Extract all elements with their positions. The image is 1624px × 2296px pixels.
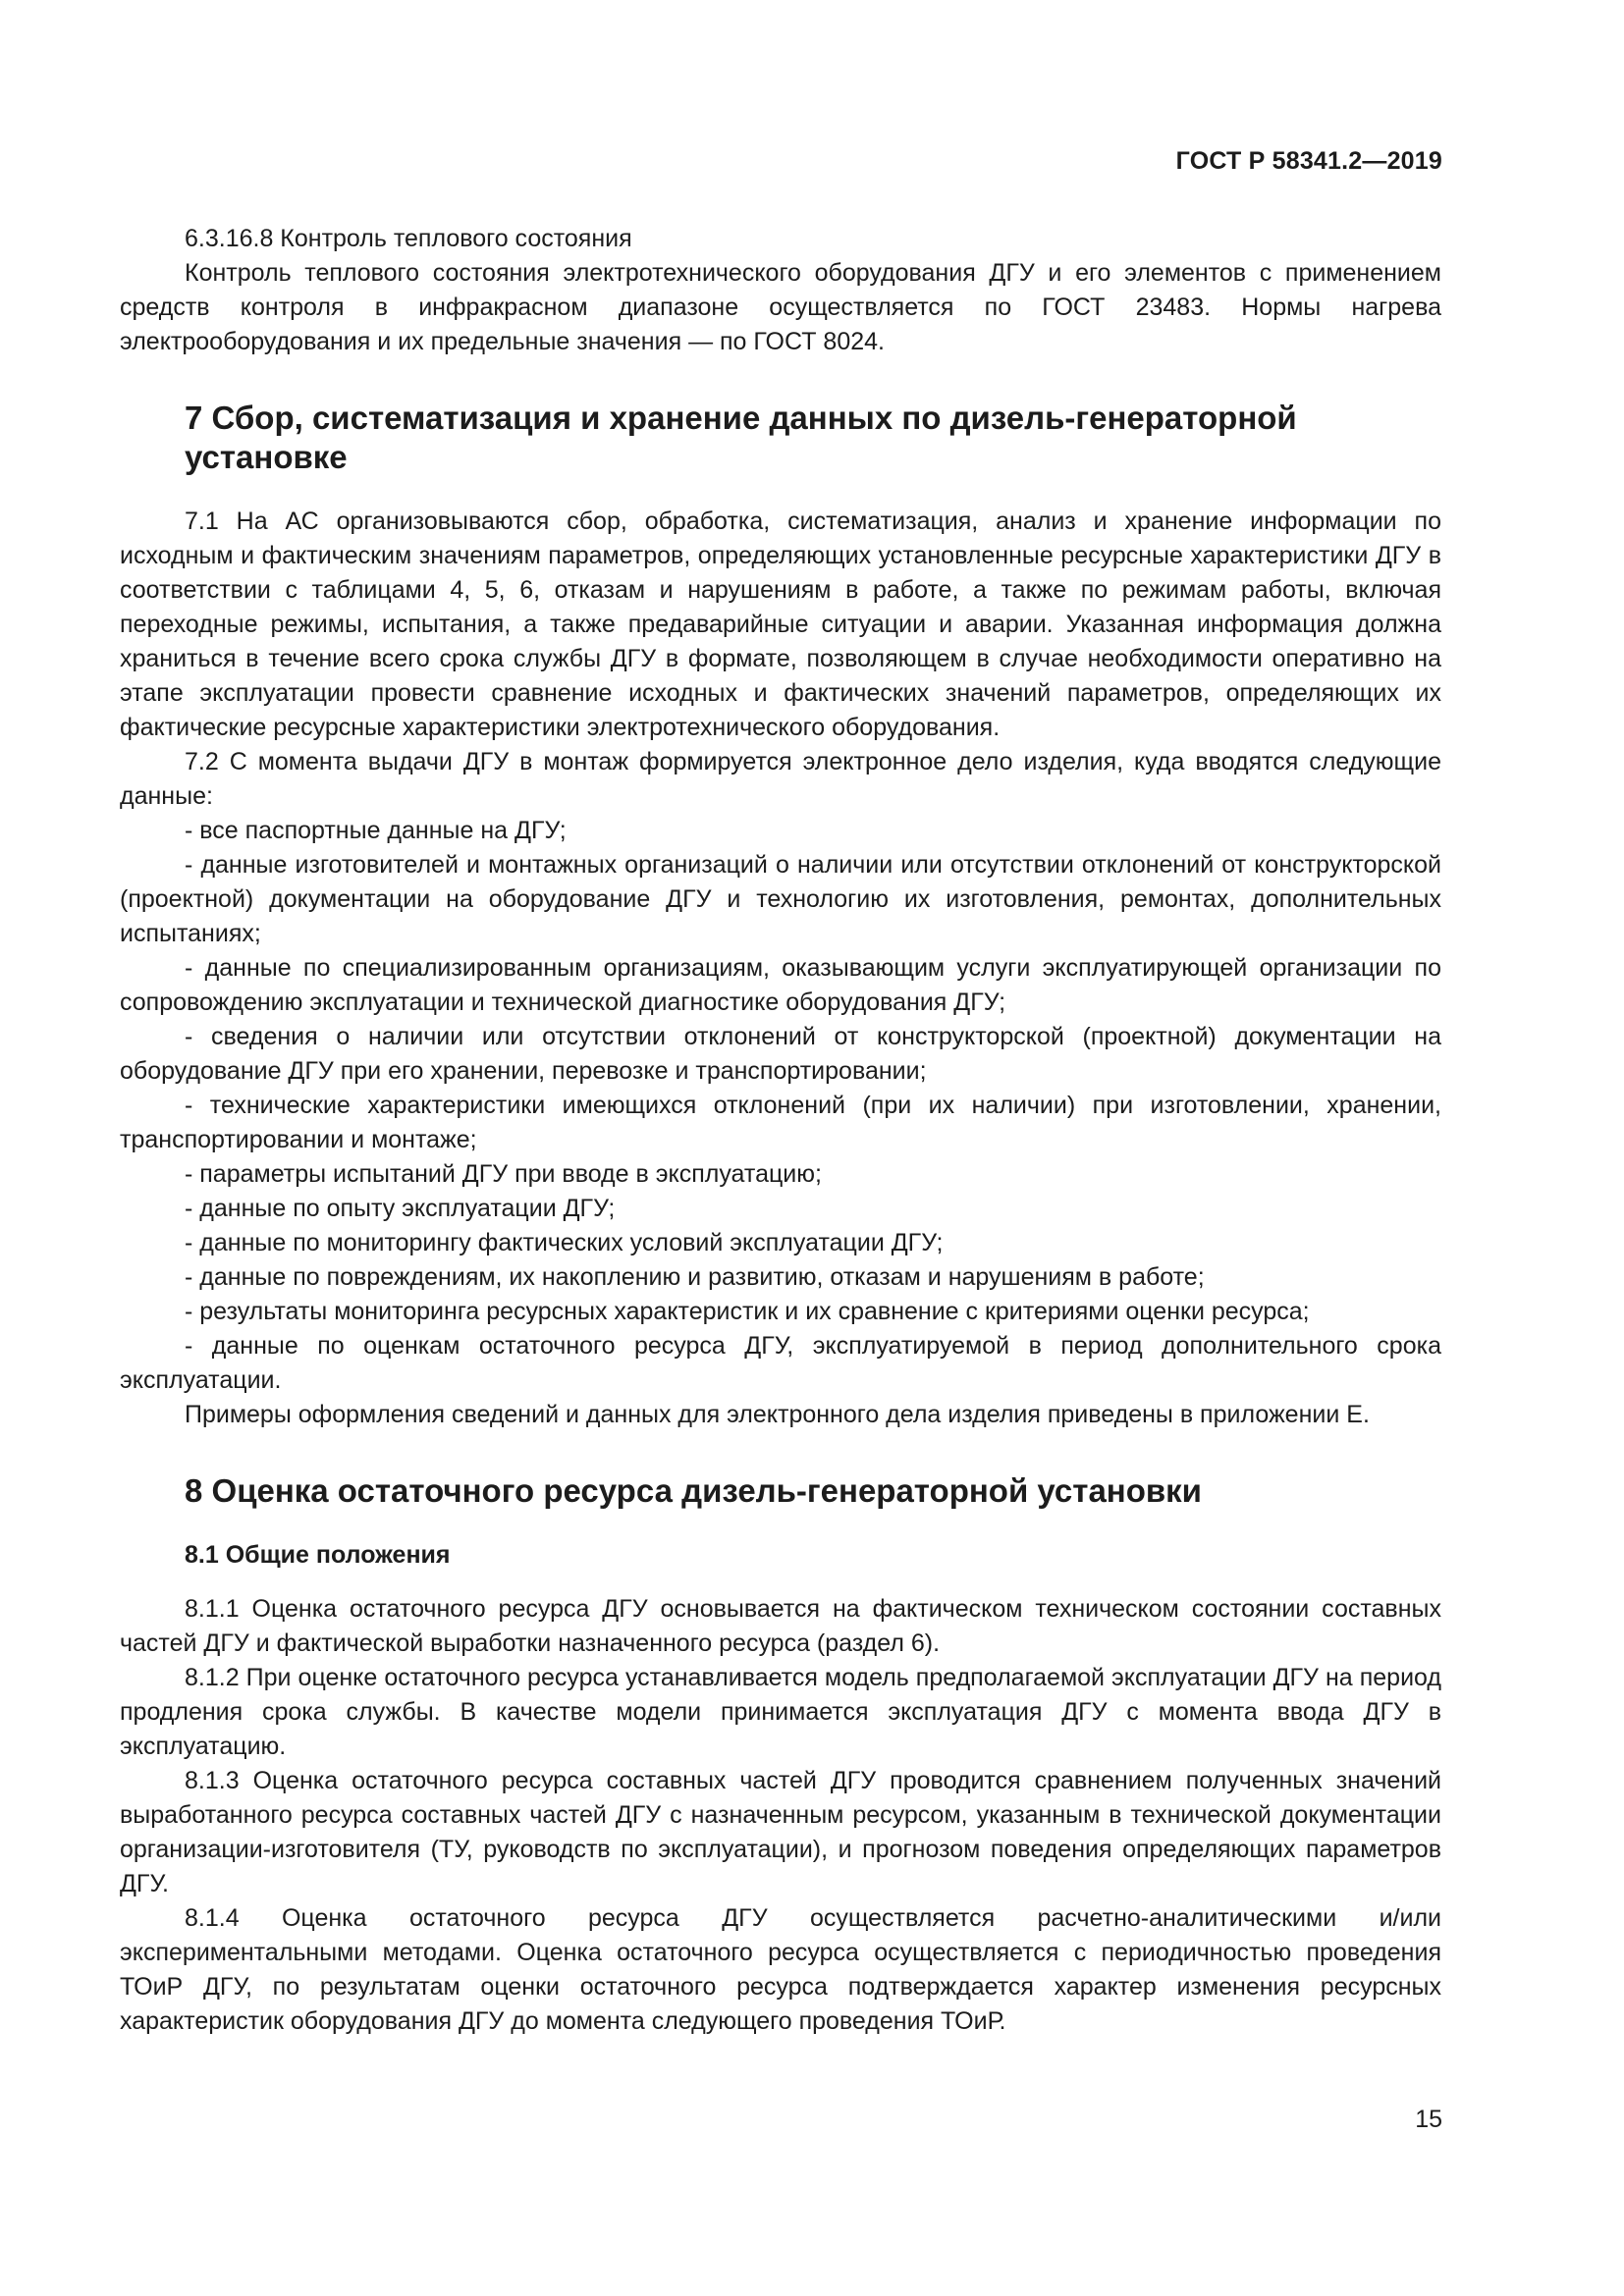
clause-8-1-4: 8.1.4 Оценка остаточного ресурса ДГУ осуществляется расчетно-аналитическими и/или экспериментальными методами. Оценка остаточного ресурса осуществляется с периодичностью проведения ТОиР ДГУ, по результатам оценки остаточного ресурса подтверждается характер изменения ресурсных характеристик оборудования ДГУ до момента следующего проведения ТОиР. — [120, 1904, 1441, 2035]
clause-6-3-16-8-title: 6.3.16.8 Контроль теплового состояния — [185, 225, 632, 252]
list-item: - результаты мониторинга ресурсных характеристик и их сравнение с критериями оценки ресурса; — [185, 1298, 1310, 1325]
list-item: - данные по мониторингу фактических условий эксплуатации ДГУ; — [185, 1229, 944, 1256]
list-item: - все паспортные данные на ДГУ; — [185, 817, 567, 844]
clause-7-1: 7.1 На АС организовываются сбор, обработка, систематизация, анализ и хранение информации по исходным и фактическим значениям параметров, определяющих установленные ресурсные характеристики ДГУ в соответствии с таблицами 4, 5, 6, отказам и нарушениям в работе, а также по режимам работы, включая переходные режимы, испытания, а также предаварийные ситуации и аварии. Указанная информация должна храниться в течение всего срока службы ДГУ в формате, позволяющем в случае необходимости оперативно на этапе эксплуатации провести сравнение исходных и фактических значений параметров, определяющих их фактические ресурсные характеристики электротехнического оборудования. — [120, 507, 1441, 741]
list-item: - данные по оценкам остаточного ресурса ДГУ, эксплуатируемой в период дополнительного срока эксплуатации. — [120, 1332, 1441, 1394]
clause-8-1-3: 8.1.3 Оценка остаточного ресурса составных частей ДГУ проводится сравнением полученных значений выработанного ресурса составных частей ДГУ с назначенным ресурсом, указанным в технической документации организации-изготовителя (ТУ, руководств по эксплуатации), и прогнозом поведения определяющих параметров ДГУ. — [120, 1767, 1441, 1897]
list-item: - данные изготовителей и монтажных организаций о наличии или отсутствии отклонений от конструкторской (проектной) документации на оборудование ДГУ и технологию их изготовления, ремонтах, дополнительных испытаниях; — [120, 851, 1441, 947]
clause-8-1-2: 8.1.2 При оценке остаточного ресурса устанавливается модель предполагаемой эксплуатации ДГУ на период продления срока службы. В качестве модели принимается эксплуатация ДГУ с момента ввода ДГУ в эксплуатацию. — [120, 1664, 1441, 1760]
subsection-8-1-heading: 8.1 Общие положения — [185, 1541, 451, 1569]
document-code: ГОСТ Р 58341.2—2019 — [1175, 147, 1442, 175]
list-item: - технические характеристики имеющихся отклонений (при их наличии) при изготовлении, хранении, транспортировании и монтаже; — [120, 1092, 1441, 1153]
clause-8-1-1: 8.1.1 Оценка остаточного ресурса ДГУ основывается на фактическом техническом состоянии составных частей ДГУ и фактической выработки назначенного ресурса (раздел 6). — [120, 1595, 1441, 1657]
list-item: - данные по повреждениям, их накоплению и развитию, отказам и нарушениям в работе; — [185, 1263, 1205, 1291]
list-item: - сведения о наличии или отсутствии отклонений от конструкторской (проектной) документации на оборудование ДГУ при его хранении, перевозке и транспортировании; — [120, 1023, 1441, 1085]
page-number: 15 — [1415, 2106, 1442, 2133]
examples-note: Примеры оформления сведений и данных для электронного дела изделия приведены в приложении Е. — [185, 1401, 1370, 1428]
section-7-heading: 7 Сбор, систематизация и хранение данных по дизель-генераторной установке — [185, 400, 1297, 475]
page-content — [120, 222, 1441, 2039]
list-item: - данные по специализированным организациям, оказывающим услуги эксплуатирующей организации по сопровождению эксплуатации и технической диагностике оборудования ДГУ; — [120, 954, 1441, 1016]
clause-6-3-16-8-text: Контроль теплового состояния электротехнического оборудования ДГУ и его элементов с применением средств контроля в инфракрасном диапазоне осуществляется по ГОСТ 23483. Нормы нагрева электрооборудования и их предельные значения — по ГОСТ 8024. — [120, 259, 1441, 355]
list-item: - данные по опыту эксплуатации ДГУ; — [185, 1195, 616, 1222]
list-item: - параметры испытаний ДГУ при вводе в эксплуатацию; — [185, 1160, 822, 1188]
section-8-heading: 8 Оценка остаточного ресурса дизель-генераторной установки — [185, 1472, 1202, 1509]
clause-7-2: 7.2 С момента выдачи ДГУ в монтаж формируется электронное дело изделия, куда вводятся следующие данные: — [120, 748, 1441, 810]
